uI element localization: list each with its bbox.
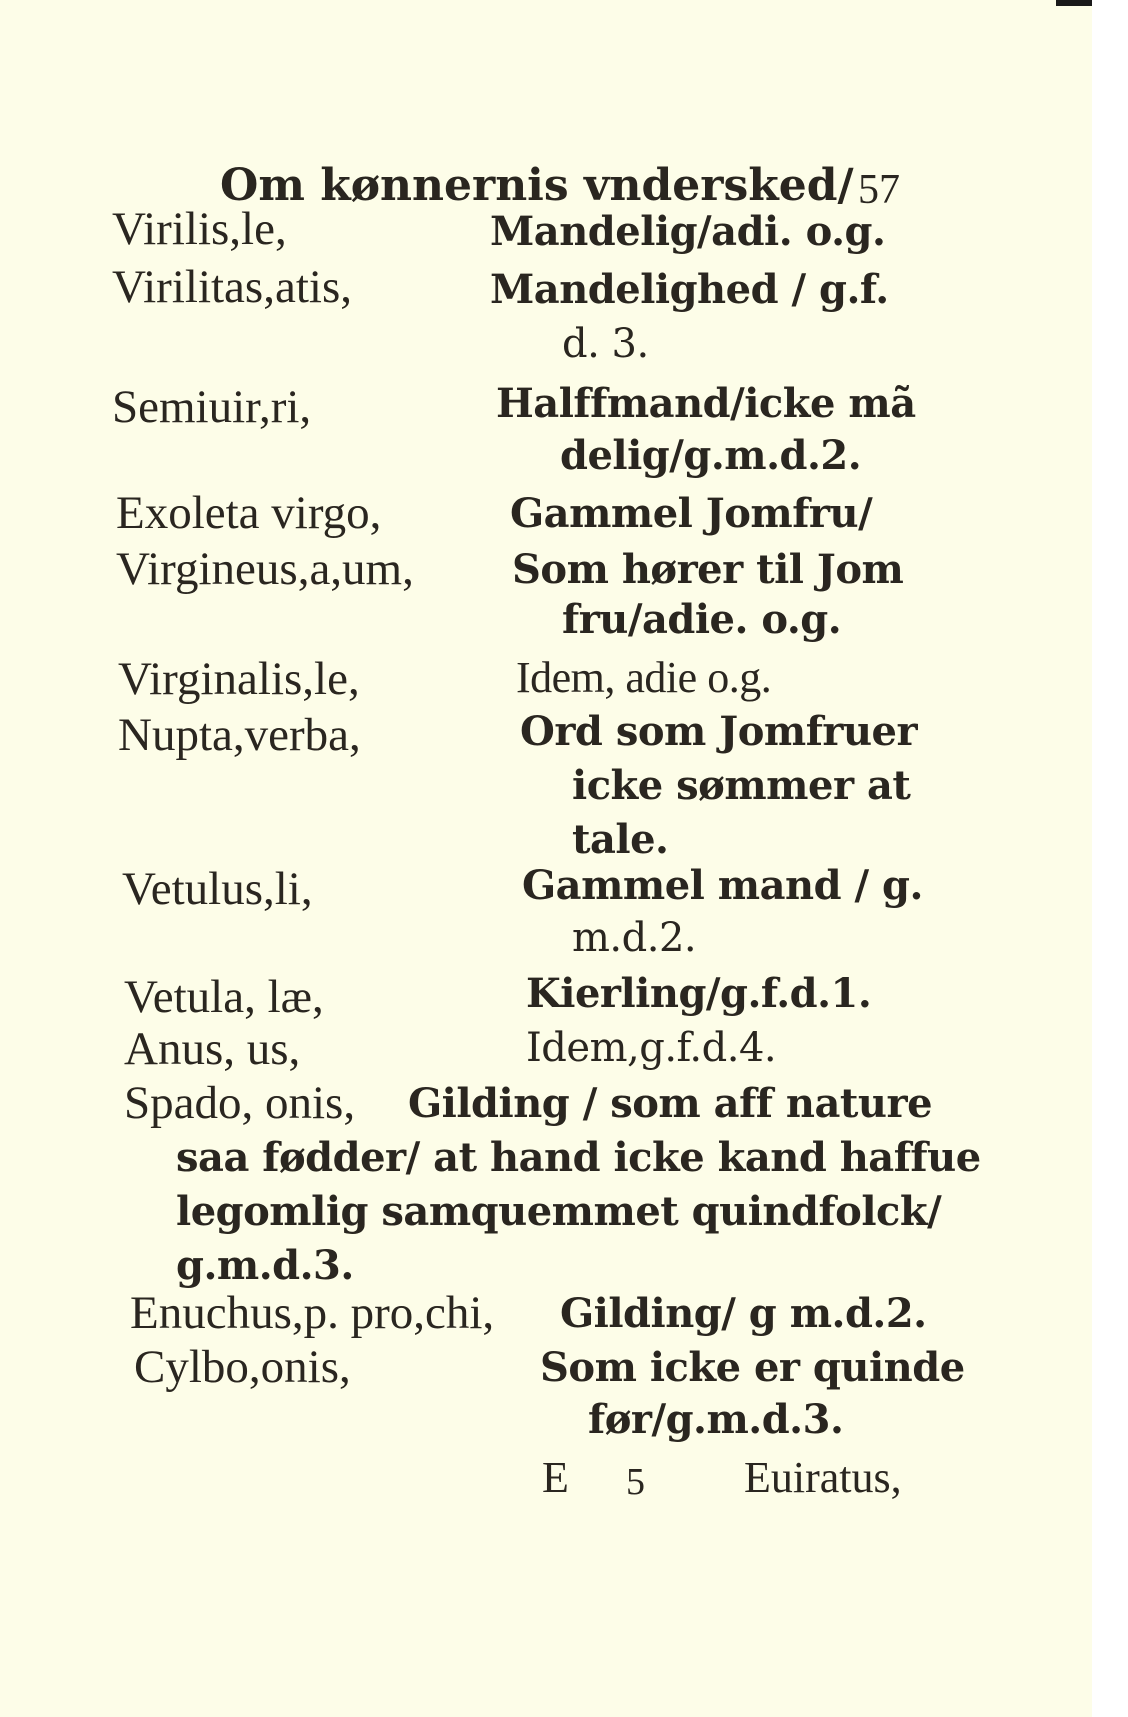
danish-gloss: Ord som Jomfruer: [520, 708, 918, 755]
latin-term: Nupta,verba,: [118, 709, 361, 761]
danish-gloss-cont: legomlig samquemmet quindfolck/: [176, 1188, 942, 1235]
latin-term: Vetulus,li,: [122, 863, 313, 915]
signature-number: 5: [626, 1461, 645, 1503]
signature-mark: E: [542, 1453, 569, 1502]
latin-term: Spado, onis,: [124, 1077, 356, 1129]
danish-gloss: Gammel mand / g.: [522, 862, 923, 909]
page-number: 57: [858, 167, 900, 213]
danish-gloss-cont: icke sømmer at: [572, 762, 911, 809]
danish-gloss: Gilding/ g m.d.2.: [560, 1290, 927, 1337]
danish-gloss: Mandelig/adi. o.g.: [490, 208, 886, 255]
latin-term: Enuchus,p. pro,chi,: [130, 1287, 495, 1339]
latin-term: Anus, us,: [124, 1023, 301, 1075]
danish-gloss-cont: saa fødder/ at hand icke kand haffue: [176, 1134, 981, 1181]
running-header: Om kønnernis vndersked/: [220, 160, 854, 211]
danish-gloss-cont: tale.: [572, 816, 669, 863]
danish-gloss: Som hører til Jom: [512, 546, 904, 593]
danish-gloss-cont: g.m.d.3.: [176, 1242, 354, 1289]
danish-gloss: Kierling/g.f.d.1.: [526, 970, 872, 1017]
danish-gloss-cont: m.d.2.: [572, 915, 697, 961]
latin-term: Virilis,le,: [112, 203, 287, 255]
danish-gloss-cont: fru/adie. o.g.: [562, 596, 842, 643]
latin-term: Exoleta virgo,: [116, 487, 382, 539]
danish-gloss: Gilding / som aff nature: [408, 1080, 933, 1127]
danish-gloss: Halffmand/icke mã: [496, 380, 916, 427]
danish-gloss: Som icke er quinde: [540, 1344, 965, 1391]
latin-term: Semiuir,ri,: [112, 381, 312, 433]
danish-gloss: Idem, adie o.g.: [516, 653, 772, 702]
catchword: Euiratus,: [744, 1453, 902, 1502]
latin-term: Cylbo,onis,: [134, 1341, 351, 1393]
scan-edge-mark: [1056, 0, 1092, 6]
latin-term: Virginalis,le,: [118, 653, 360, 705]
latin-term: Virilitas,atis,: [112, 261, 352, 313]
danish-gloss: Mandelighed / g.f.: [490, 266, 889, 313]
danish-gloss-cont: d. 3.: [562, 321, 649, 367]
latin-term: Virgineus,a,um,: [116, 543, 414, 595]
danish-gloss-cont: før/g.m.d.3.: [588, 1396, 844, 1443]
danish-gloss: Idem,g.f.d.4.: [526, 1025, 777, 1071]
latin-term: Vetula, læ,: [124, 971, 324, 1023]
danish-gloss-cont: delig/g.m.d.2.: [560, 432, 862, 479]
danish-gloss: Gammel Jomfru/: [510, 490, 873, 537]
